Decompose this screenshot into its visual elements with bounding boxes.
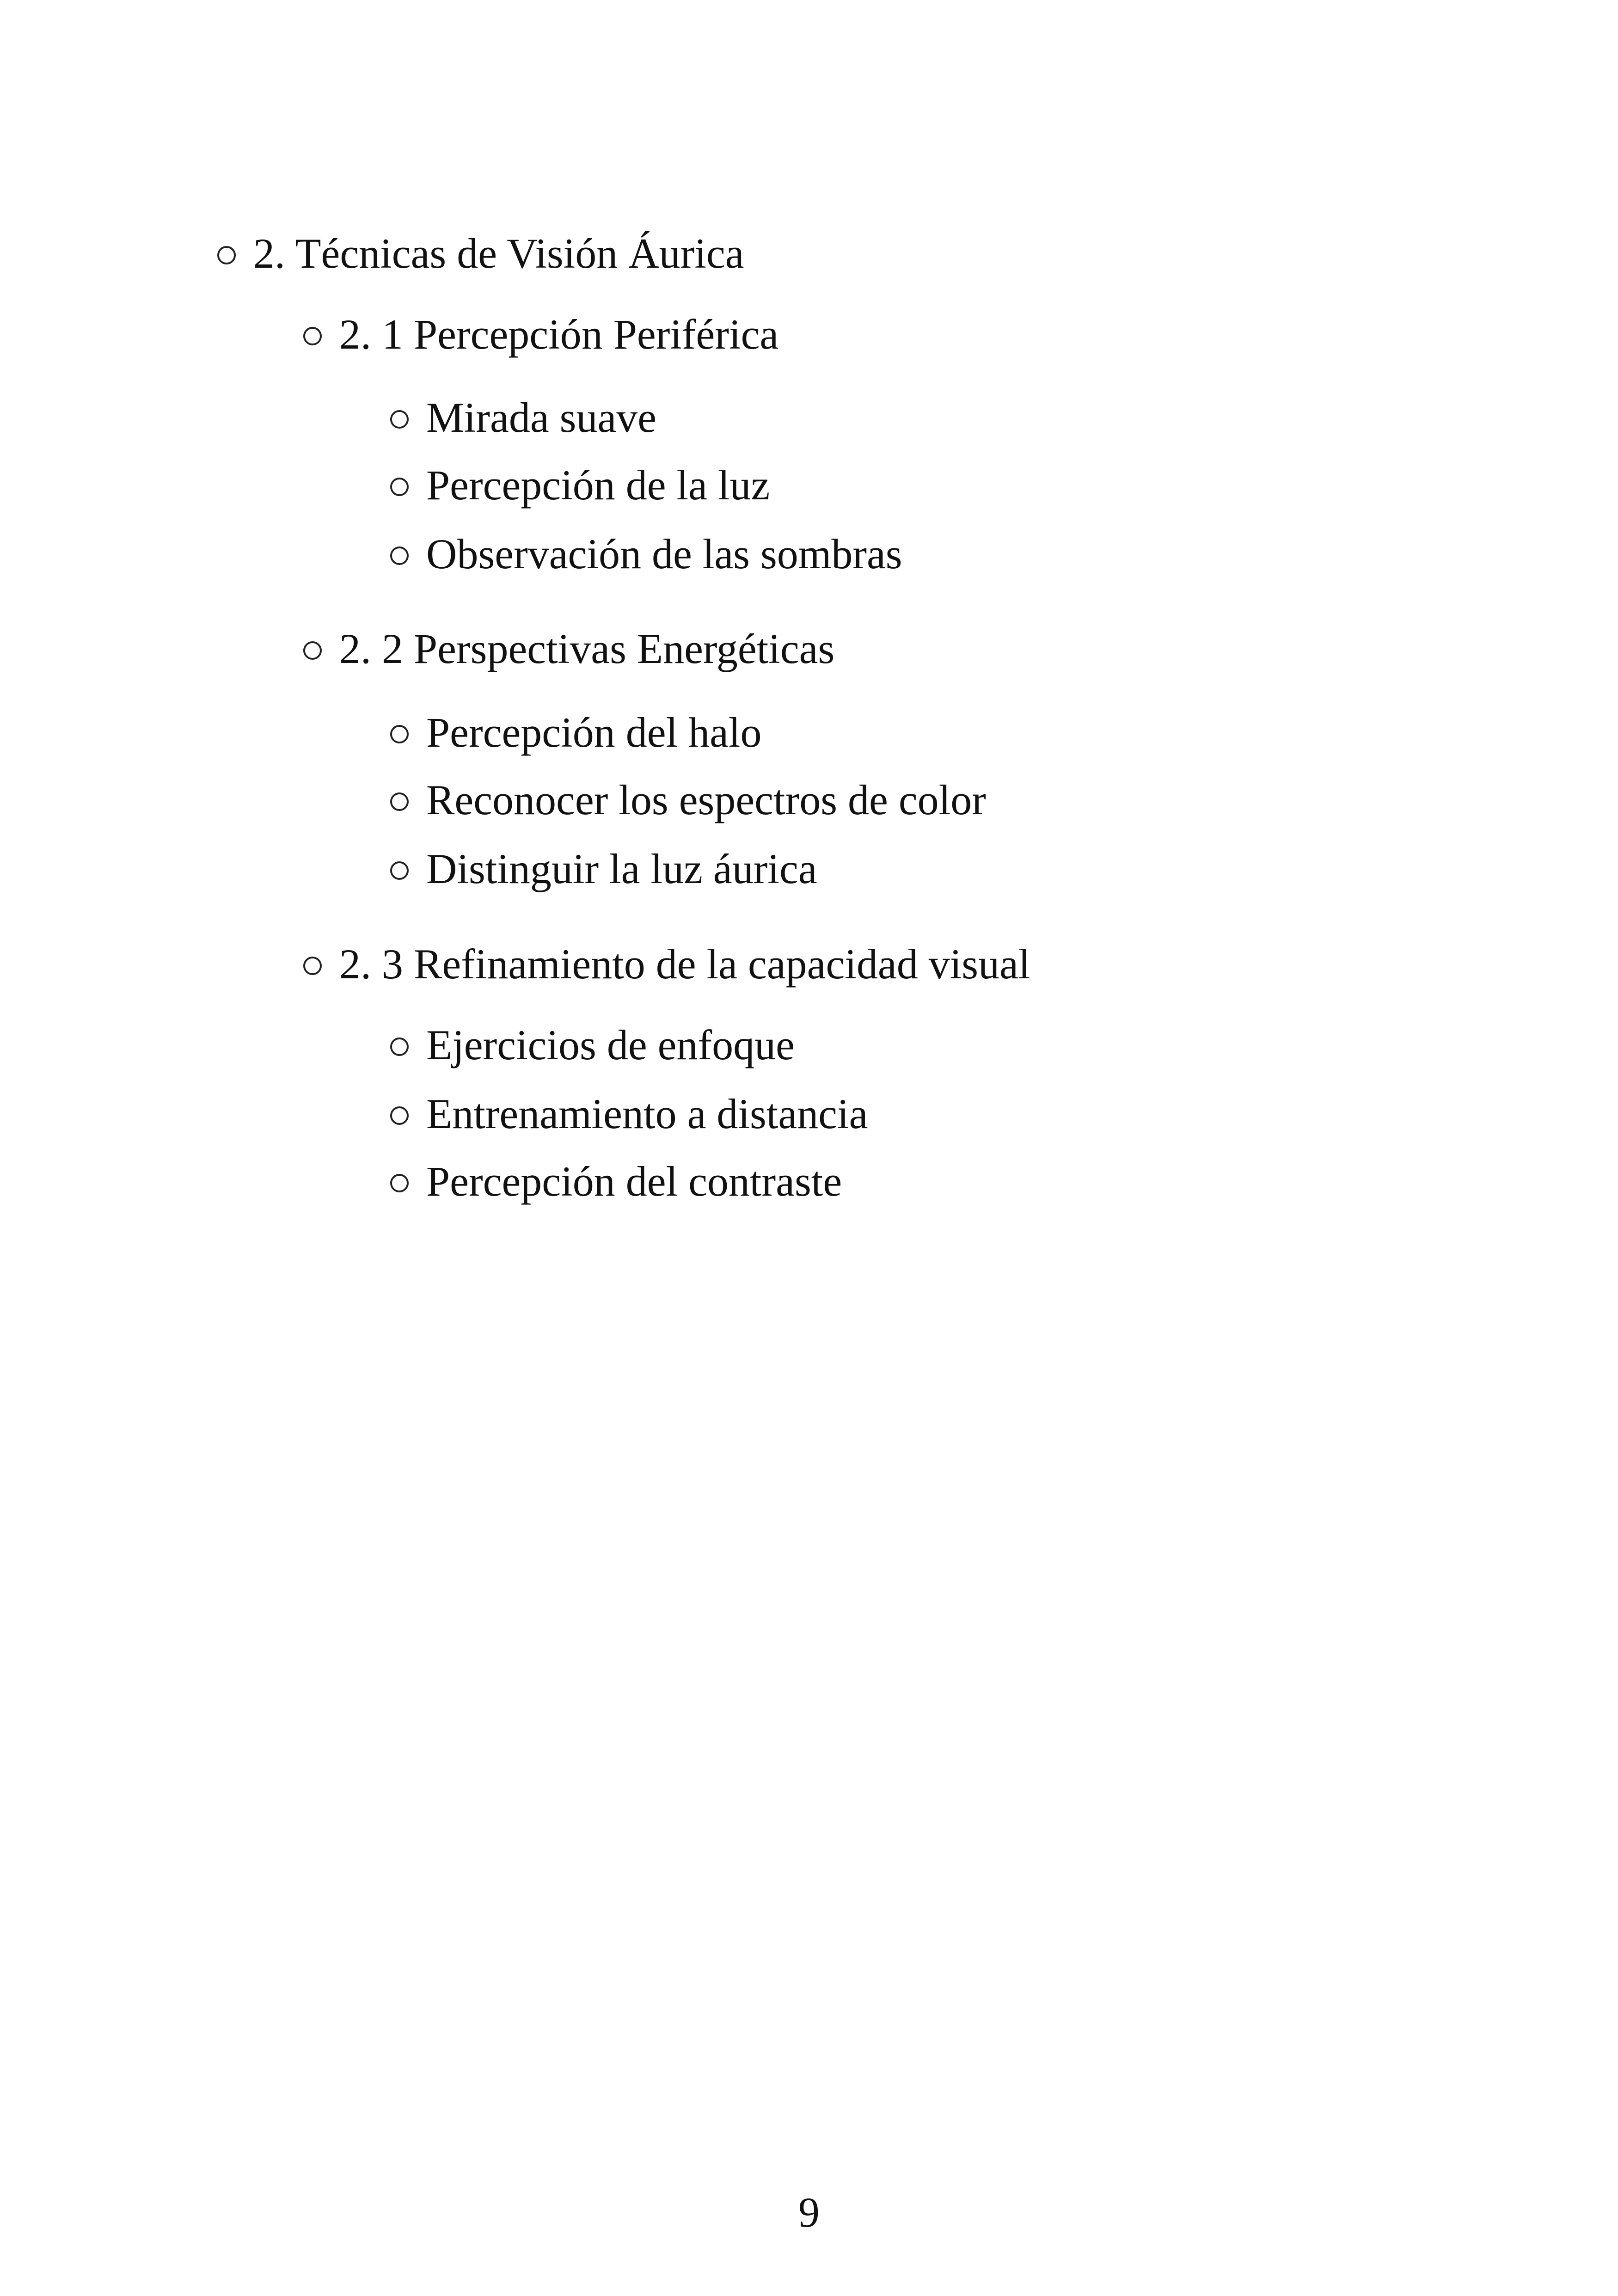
outline-item-point: [390, 460, 770, 510]
outline-item-point: [390, 774, 986, 825]
hollow-circle-bullet-icon: [390, 410, 409, 429]
point-text: Observación de las sombras: [426, 530, 902, 577]
outline-item-point: [390, 392, 656, 443]
outline-item-point: [390, 1156, 842, 1207]
outline-item-point: [390, 843, 817, 894]
point-text: Percepción de la luz: [426, 461, 770, 509]
point-text: Mirada suave: [426, 394, 657, 441]
point-text: Percepción del contraste: [426, 1158, 842, 1205]
point-text: Distinguir la luz áurica: [426, 845, 817, 892]
point-text: Percepción del halo: [426, 709, 762, 756]
hollow-circle-bullet-icon: [390, 1106, 409, 1125]
hollow-circle-bullet-icon: [390, 1037, 409, 1056]
outline-item-subsection: [303, 309, 778, 360]
hollow-circle-bullet-icon: [303, 957, 322, 975]
hollow-circle-bullet-icon: [390, 1174, 409, 1192]
hollow-circle-bullet-icon: [217, 246, 236, 264]
hollow-circle-bullet-icon: [390, 546, 409, 565]
point-text: Ejercicios de enfoque: [426, 1021, 795, 1068]
point-text: Entrenamiento a distancia: [426, 1090, 868, 1137]
outline-item-subsection: [303, 939, 1030, 989]
hollow-circle-bullet-icon: [390, 792, 409, 811]
subsection-title: 2. 1 Percepción Periférica: [339, 311, 779, 358]
hollow-circle-bullet-icon: [390, 478, 409, 496]
point-text: Reconocer los espectros de color: [426, 776, 986, 823]
outline-item-subsection: [303, 623, 834, 674]
outline-item-point: [390, 1088, 868, 1139]
outline-item-section: [217, 228, 744, 279]
hollow-circle-bullet-icon: [390, 725, 409, 743]
section-title: 2. Técnicas de Visión Áurica: [253, 230, 744, 277]
subsection-title: 2. 3 Refinamiento de la capacidad visual: [339, 940, 1030, 988]
hollow-circle-bullet-icon: [303, 327, 322, 345]
subsection-title: 2. 2 Perspectivas Energéticas: [339, 625, 835, 672]
outline-item-point: [390, 707, 762, 758]
page-number: 9: [798, 2189, 820, 2236]
hollow-circle-bullet-icon: [390, 861, 409, 880]
outline-item-point: [390, 1019, 795, 1070]
hollow-circle-bullet-icon: [303, 641, 322, 660]
outline-item-point: [390, 528, 902, 579]
